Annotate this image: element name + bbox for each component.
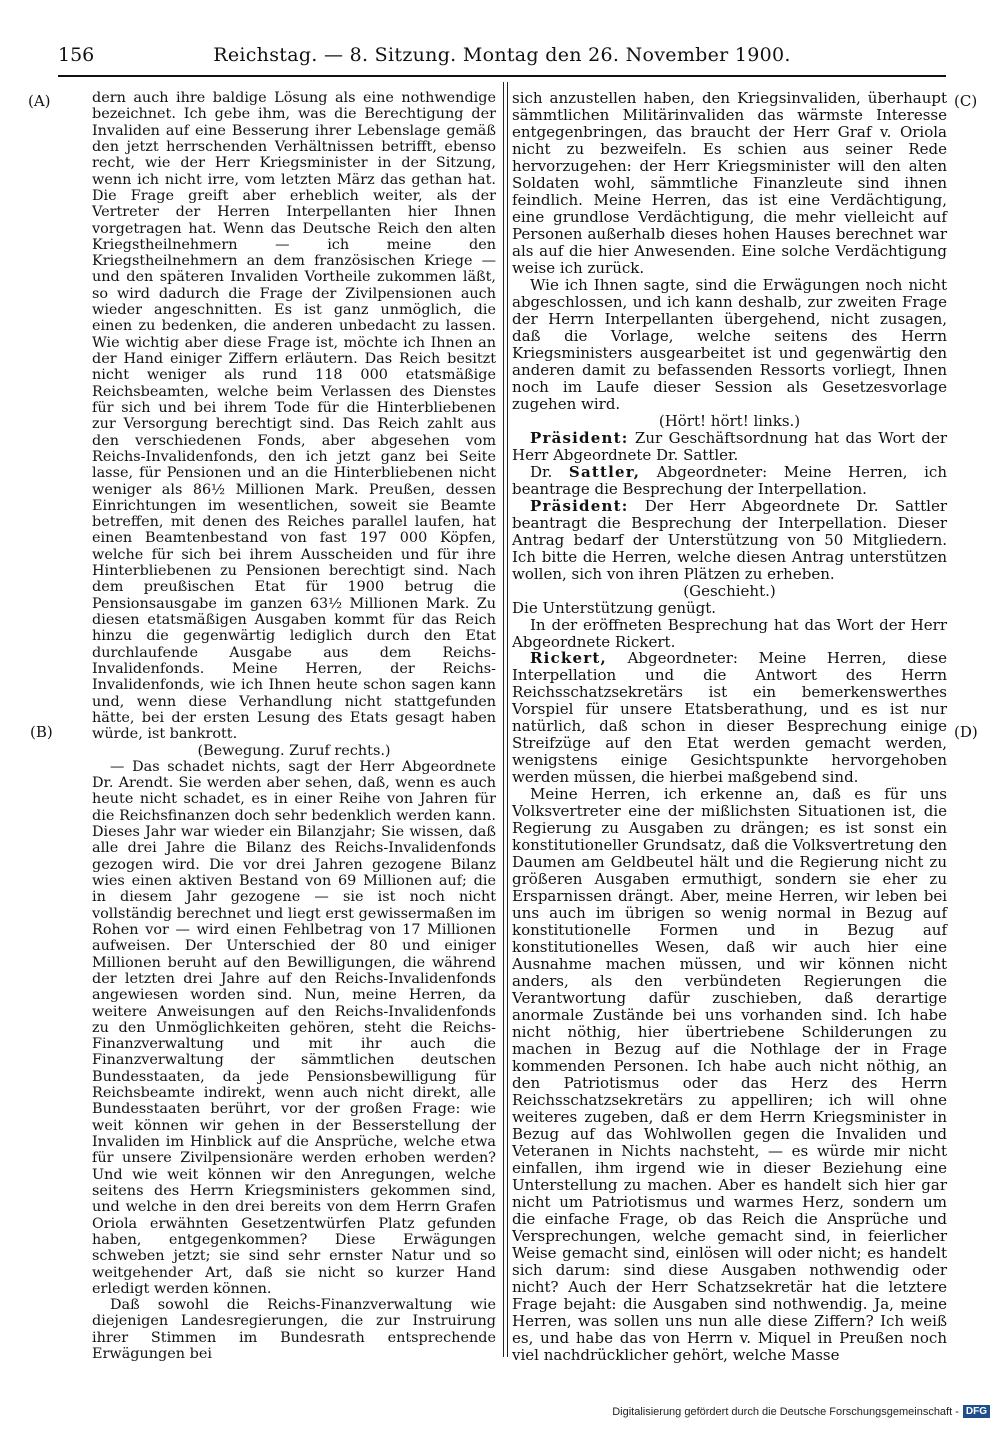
margin-marker-a: (A)	[28, 92, 51, 110]
speaker-name: Rickert,	[530, 649, 607, 668]
paragraph: Wie ich Ihnen sagte, sind die Erwägungen noch nicht abgeschlossen, und ich kann deshalb, zur zweiten Frage der Herrn Interpellanten übergehend, nicht zusagen, daß die Vorlage, welche seitens des Herrn Kriegsministers ausgearbeitet ist und gegenwärtig den anderen damit zu befassenden Ressorts vorliegt, Ihnen noch im Laufe dieser Session als Gesetzesvorlage zugehen wird.	[512, 275, 947, 413]
paragraph: sich anzustellen haben, den Kriegsinvaliden, überhaupt sämmtlichen Militärinvaliden das wärmste Interesse entgegenbringen, das braucht der Herr Graf v. Oriola nicht zu bezweifeln. Es schien aus seiner Rede hervorzugehen: der Herr Kriegsminister will den alten Soldaten wohl, sämmtliche Finanzleute sind ihnen feindlich. Meine Herren, das ist eine Verdächtigung, eine grundlose Verdächtigung, die mehr vielleicht auf Personen außerhalb dieses hohen Hauses berechnet war als auf die hier Anwesenden. Eine solche Verdächtigung weise ich zurück.	[512, 89, 947, 277]
speech-paragraph	[512, 650, 947, 786]
left-column	[92, 90, 496, 1362]
running-title: Reichstag. — 8. Sitzung. Montag den 26. November 1900.	[213, 44, 791, 66]
speech-text: Zur Geschäftsordnung hat das Wort der Herr Abgeordnete Dr. Sattler.	[512, 428, 947, 464]
page-header	[58, 42, 946, 72]
interjection: (Bewegung. Zuruf rechts.)	[197, 742, 391, 759]
interjection: (Geschieht.)	[683, 581, 776, 600]
paragraph: Die Unterstützung genügt.	[512, 598, 717, 617]
margin-marker-d: (D)	[954, 723, 978, 741]
speech-paragraph	[512, 464, 947, 498]
paragraph: — Das schadet nichts, sagt der Herr Abgeordnete Dr. Arendt. Sie werden aber sehen, daß, wenn es auch heute nicht schadet, es in einer Reihe von Jahren für die Reichsfinanzen doch sehr bedenklich werden kann. Dieses Jahr war wieder ein Bilanzjahr; Sie wissen, daß alle drei Jahre die Bilanz des Reichs-Invalidenfonds gezogen wird. Die vor drei Jahren gezogene Bilanz wies einen aktiven Bestand von 69 Millionen auf; die in diesem Jahr gezogene — sie ist noch nicht vollständig berechnet und liegt erst gewissermaßen im Rohen vor — wird einen Fehlbetrag von 17 Millionen aufweisen. Der Unterschied der 80 und einiger Millionen beruht auf den Bewilligungen, die während der letzten drei Jahre auf den Reichs-Invalidenfonds angewiesen worden sind. Nun, meine Herren, da weitere Anweisungen auf den Reichs-Invalidenfonds zu den Unmöglichkeiten gehören, steht die Reichs-Finanzverwaltung und mit ihr auch die Finanzverwaltung der sämmtlichen deutschen Bundesstaaten, da jede Pensionsbewilligung für Reichsbeamte indirekt, wenn auch nicht direkt, alle Bundesstaaten berührt, vor der großen Frage: wie weit können wir gehen in der Besserstellung der Invaliden im Hinblick auf die Ansprüche, welche etwa für unsere Zivilpensionäre werden erhoben werden? Und wie weit können wir den Anregungen, welche seitens des Herrn Kriegsministers gekommen sind, und welche in den drei bereits von dem Herrn Grafen Oriola erwähnten Gesetzentwürfen Platz gefunden haben, entgegenkommen? Diese Erwägungen schweben jetzt; sie sind sehr ernster Natur und so weitgehender Art, daß sie nicht so kurzer Hand erledigt werden können.	[92, 758, 496, 1297]
speaker-name: Präsident:	[530, 496, 629, 515]
speaker-name: Sattler,	[568, 462, 641, 481]
speech-paragraph	[512, 498, 947, 583]
paragraph: In der eröffneten Besprechung hat das Wort der Herr Abgeordnete Rickert.	[512, 615, 947, 651]
margin-marker-c: (C)	[954, 92, 978, 110]
paragraph: Meine Herren, ich erkenne an, daß es für uns Volksvertreter eine der mißlichsten Situationen ist, die Regierung zu Ausgaben zu drängen; es ist sonst ein konstitutioneller Grundsatz, daß die Volksvertretung den Daumen am Geldbeutel hält und die Regierung nicht zu größeren Ausgaben ermuthigt, sondern sie eher zu Ersparnissen drängt. Aber, meine Herren, wir leben bei uns auch im übrigen so wenig normal in Bezug auf konstitutionelle Formen und in Bezug auf konstitutionelles Wesen, daß wir auch hier eine Ausnahme machen müssen, und wir können nicht anders, als den verbündeten Regierungen die Verantwortung dafür zuschieben, daß derartige anormale Zustände bei uns vorhanden sind. Ich habe nicht nöthig, hier übertriebene Schilderungen zu machen in Bezug auf die Nothlage der in Frage kommenden Personen. Ich habe auch nicht nöthig, an den Patriotismus oder das Herz des Herrn Reichsschatzsekretärs zu appelliren; ich will ohne weiteres zugeben, daß er dem Herrn Kriegsminister in Bezug auf das Wohlwollen gegen die Invaliden und Veteranen in Nichts nachsteht, — es würde mir nicht einfallen, ihm irgend wie in dieser Beziehung eine Unterstellung zu machen. Aber es handelt sich hier gar nicht um Patriotismus und warmes Herz, sondern um die einfache Frage, ob das Reich die Ansprüche und Versprechungen, welche gemacht sind, in feierlicher Weise gemacht sind, einlösen will oder nicht; es handelt sich darum: sind diese Ausgaben nothwendig oder nicht? Auch der Herr Schatzsekretär hat die letztere Frage bejaht: die Ausgaben sind nothwendig. Ja, meine Herren, was sollen uns nun alle diese Ziffern? Ich weiß es, und habe das von Herrn v. Miquel in Preußen noch viel nachdrücklicher gehört, welche Masse	[512, 785, 947, 1364]
speech-text: Abgeordneter: Meine Herren, ich beantrage die Besprechung der Interpellation.	[512, 462, 947, 498]
speaker-name: Präsident:	[530, 428, 629, 447]
speech-text: Abgeordneter: Meine Herren, diese Interpellation und die Antwort des Herrn Reichsschatzsekretärs ist ein bemerkenswerthes Vorspiel für unsere Etatsberathung, und es ist nur natürlich, daß schon in dieser Besprechung einige Streifzüge auf den Etat werden gemacht werden, wenigstens einige Gesichtspunkte hervorgehoben werden müssen, die hierbei maßgebend sind.	[512, 649, 947, 787]
speech-paragraph	[512, 430, 947, 464]
speech-text: Der Herr Abgeordnete Dr. Sattler beantragt die Besprechung der Interpellation. Dieser Antrag bedarf der Unterstützung von 50 Mitgliedern. Ich bitte die Herren, welche diesen Antrag unterstützen wollen, sich von ihren Plätzen zu erheben.	[512, 496, 947, 583]
header-rule	[58, 75, 946, 77]
speaker-title: Dr.	[530, 462, 569, 481]
dfg-logo: DFG	[963, 1405, 990, 1418]
page-number: 156	[58, 44, 95, 66]
column-divider	[503, 82, 504, 1357]
margin-marker-b: (B)	[30, 723, 53, 741]
column-divider-inner	[507, 82, 508, 1357]
digitization-footer	[612, 1405, 990, 1418]
paragraph: dern auch ihre baldige Lösung als eine nothwendige bezeichnet. Ich gebe ihm, was die Berechtigung der Invaliden auf eine Besserung ihrer Lebenslage gemäß den jetzt herrschenden Verhältnissen betrifft, ebenso recht, wie der Herr Kriegsminister in der Sitzung, wenn ich nicht irre, vom letzten März das gethan hat. Die Frage greift aber erheblich weiter, als der Vertreter der Herren Interpellanten hier Ihnen vorgetragen hat. Wenn das Deutsche Reich den alten Kriegstheilnehmern — ich meine den Kriegstheilnehmern an dem französischen Kriege — und den späteren Invaliden Vortheile zukommen läßt, so wird dadurch die Frage der Zivilpensionen auch wieder angeschnitten. Es ist ganz unmöglich, die einen zu bedenken, die anderen unbedacht zu lassen. Wie wichtig aber diese Frage ist, möchte ich Ihnen an der Hand einiger Ziffern erläutern. Das Reich besitzt nicht weniger als rund 118 000 etatsmäßige Reichsbeamten, welche beim Verlassen des Dienstes für sich und bei ihrem Tode für die Hinterbliebenen zur Versorgung berechtigt sind. Das Reich zahlt aus den verschiedenen Fonds, aber abgesehen vom Reichs-Invalidenfonds, den ich jetzt ganz bei Seite lasse, für Pensionen und an die Hinterbliebenen nicht weniger als 86½ Millionen Mark. Preußen, dessen Einrichtungen im wesentlichen, soweit sie Beamte betreffen, mit denen des Reiches parallel laufen, hat einen Beamtenbestand von fast 197 000 Köpfen, welche für sich bei ihrem Ausscheiden und für ihre Hinterbliebenen zu Pensionen berechtigt sind. Nach dem preußischen Etat für 1900 betrug die Pensionsausgabe im ganzen 63½ Millionen Mark. Zu diesen etatsmäßigen Ausgaben kommt für das Reich hinzu die gegenwärtig lediglich durch den Etat durchlaufende Ausgabe aus dem Reichs-Invalidenfonds. Meine Herren, der Reichs-Invalidenfonds, wie ich Ihnen heute schon sagen kann und, wenn diese Verhandlung nicht stattgefunden hätte, bei der ersten Lesung des Etats gesagt haben würde, ist bankrott.	[92, 90, 496, 743]
interjection: (Hört! hört! links.)	[658, 411, 801, 430]
paragraph: Daß sowohl die Reichs-Finanzverwaltung wie diejenigen Landesregierungen, die zur Instruirung ihrer Stimmen im Bundesrath entsprechende Erwägungen bei	[92, 1297, 496, 1363]
footer-text: Digitalisierung gefördert durch die Deutsche Forschungsgemeinschaft -	[612, 1405, 959, 1418]
right-column	[512, 90, 947, 1364]
